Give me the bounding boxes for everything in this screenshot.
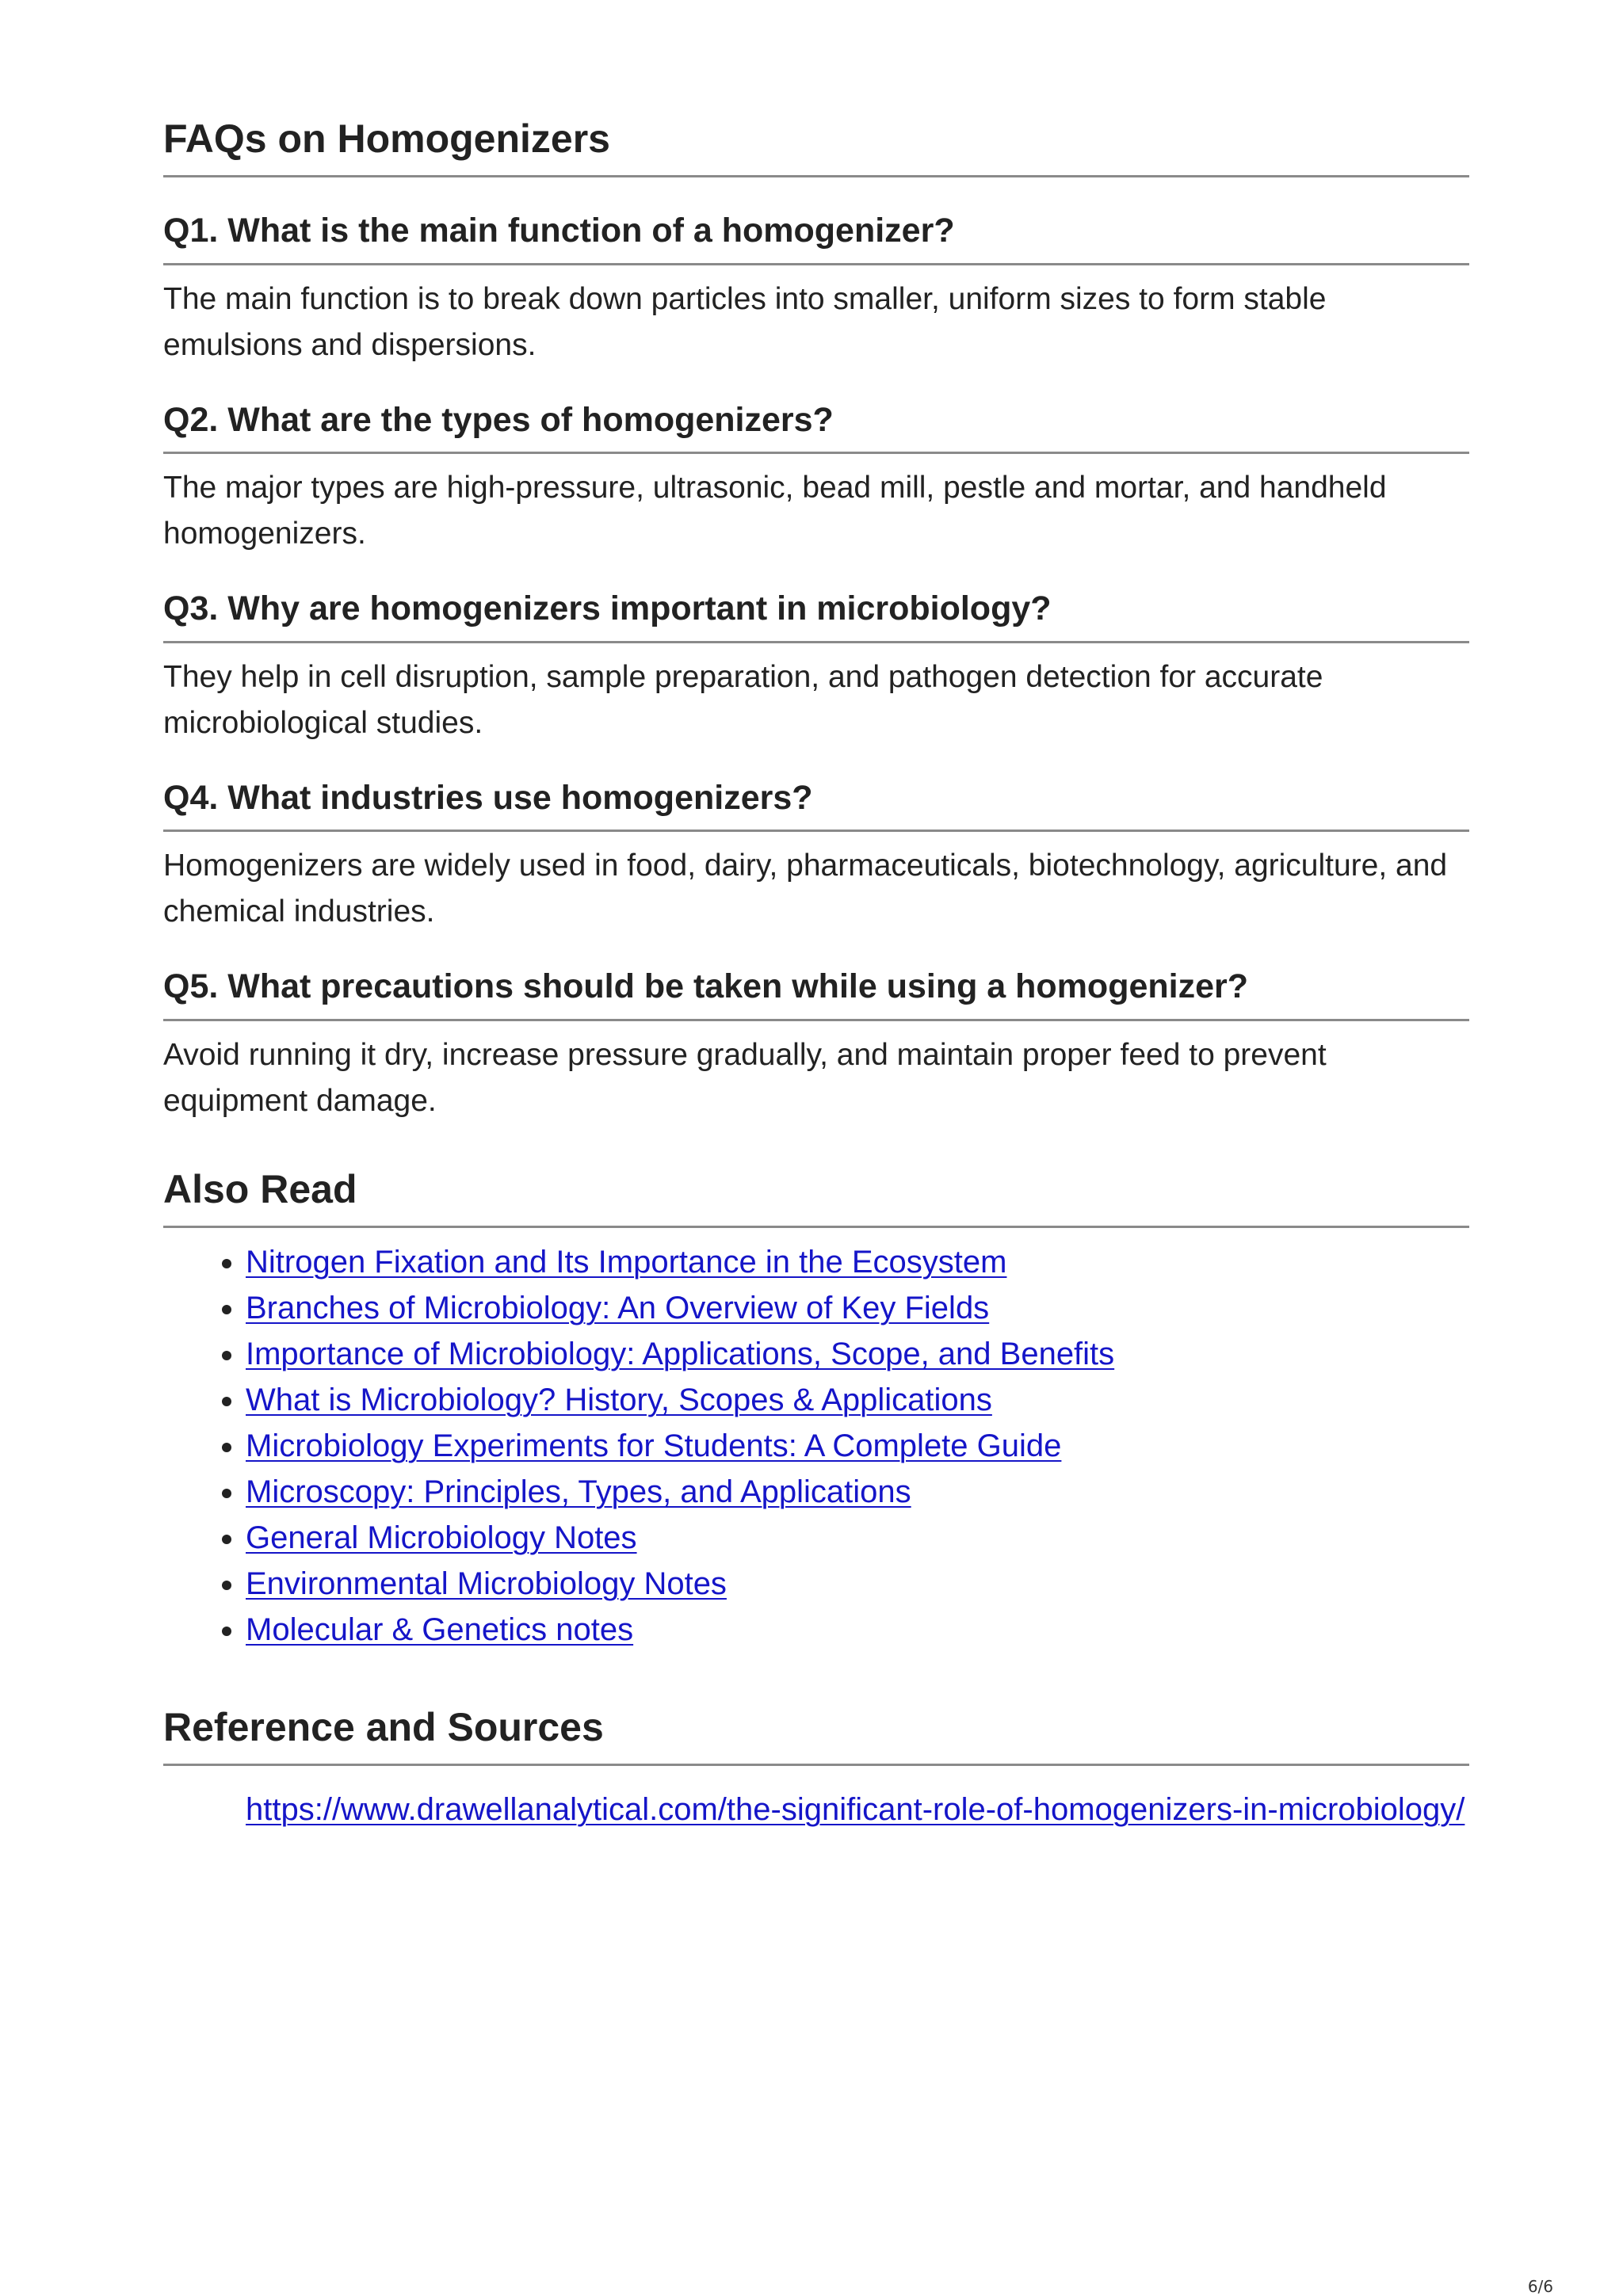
faq-item-3 <box>163 589 1469 746</box>
also-read-link-3[interactable]: Importance of Microbiology: Applications, Scope, and Benefits <box>246 1336 1115 1371</box>
list-item <box>246 1515 1469 1561</box>
list-item <box>246 1239 1469 1285</box>
reference-link[interactable]: https://www.drawellanalytical.com/the-significant-role-of-homogenizers-in-microbiology/ <box>246 1791 1465 1827</box>
also-read-heading: Also Read <box>163 1165 1469 1228</box>
references-heading: Reference and Sources <box>163 1703 1469 1766</box>
list-item <box>246 1561 1469 1607</box>
also-read-link-2[interactable]: Branches of Microbiology: An Overview of Key Fields <box>246 1290 990 1325</box>
also-read-link-4[interactable]: What is Microbiology? History, Scopes & Applications <box>246 1382 992 1417</box>
list-item <box>246 1423 1469 1469</box>
also-read-link-6[interactable]: Microscopy: Principles, Types, and Applications <box>246 1474 911 1509</box>
list-item <box>246 1285 1469 1331</box>
list-item <box>246 1377 1469 1423</box>
list-item <box>246 1469 1469 1515</box>
faq-answer: The main function is to break down particles into smaller, uniform sizes to form stable emulsions and dispersions. <box>163 281 1327 362</box>
faq-question: Q4. What industries use homogenizers? <box>163 778 1469 833</box>
faq-answer: The major types are high-pressure, ultrasonic, bead mill, pestle and mortar, and handheld homogenizers. <box>163 471 1387 551</box>
also-read-link-8[interactable]: Environmental Microbiology Notes <box>246 1566 727 1601</box>
faq-question: Q5. What precautions should be taken while using a homogenizer? <box>163 967 1469 1021</box>
faq-answer: Avoid running it dry, increase pressure gradually, and maintain proper feed to prevent equipment damage. <box>163 1037 1327 1118</box>
document-page <box>163 0 1469 1833</box>
faq-item-1 <box>163 211 1469 368</box>
also-read-link-9[interactable]: Molecular & Genetics notes <box>246 1611 634 1647</box>
list-item <box>246 1331 1469 1377</box>
faq-item-4 <box>163 778 1469 936</box>
faq-heading: FAQs on Homogenizers <box>163 115 1469 177</box>
faq-answer: They help in cell disruption, sample preparation, and pathogen detection for accurate microbiological studies. <box>163 659 1323 740</box>
faq-item-5 <box>163 967 1469 1124</box>
faq-answer: Homogenizers are widely used in food, dairy, pharmaceuticals, biotechnology, agriculture, and chemical industries. <box>163 849 1448 929</box>
also-read-link-5[interactable]: Microbiology Experiments for Students: A Complete Guide <box>246 1428 1062 1463</box>
faq-question: Q1. What is the main function of a homogenizer? <box>163 211 1469 265</box>
faq-question: Q2. What are the types of homogenizers? <box>163 400 1469 455</box>
faq-question: Q3. Why are homogenizers important in microbiology? <box>163 589 1469 643</box>
list-item <box>246 1607 1469 1653</box>
also-read-link-7[interactable]: General Microbiology Notes <box>246 1520 637 1555</box>
faq-item-2 <box>163 400 1469 558</box>
also-read-link-1[interactable]: Nitrogen Fixation and Its Importance in the Ecosystem <box>246 1244 1007 1280</box>
page-number: 6/6 <box>1527 2277 1553 2296</box>
also-read-list <box>163 1239 1469 1653</box>
